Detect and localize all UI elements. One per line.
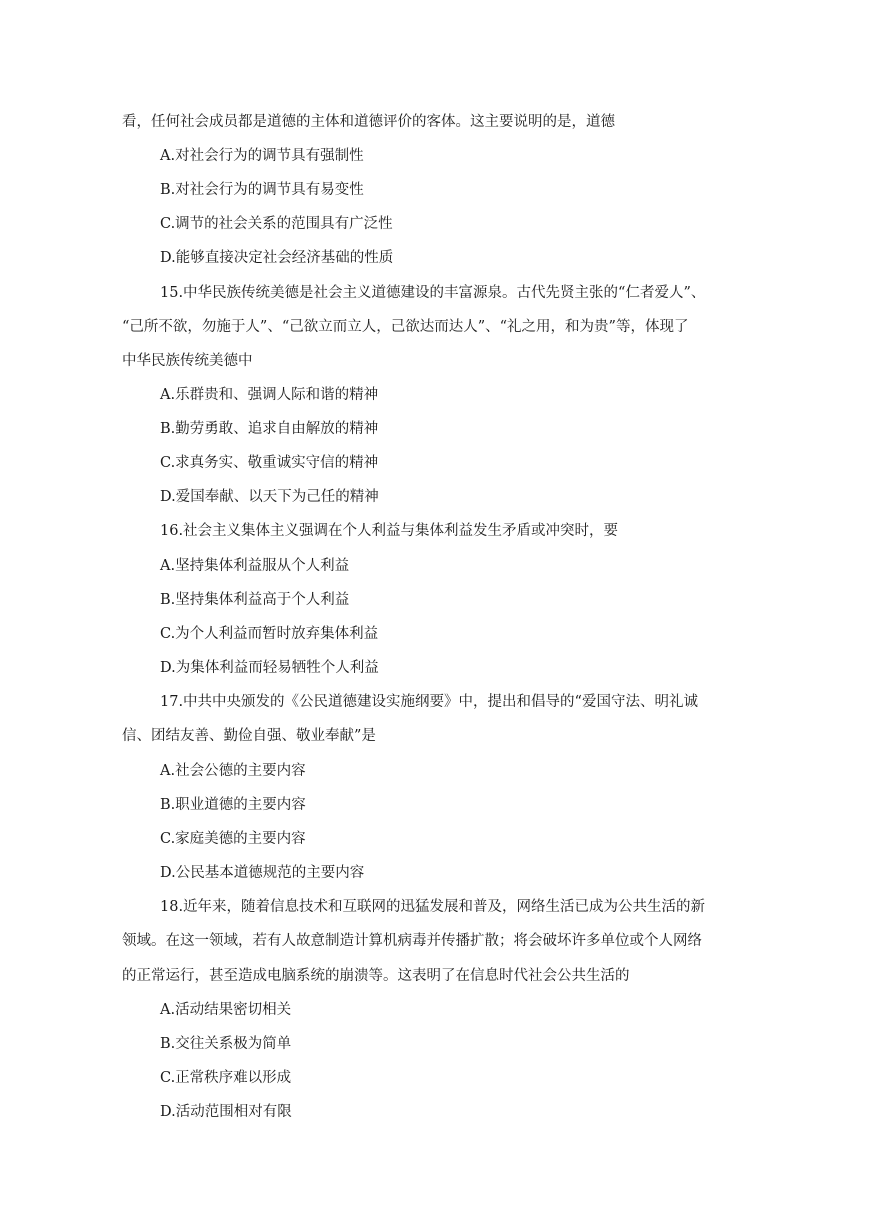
q15-stem-line-3: 中华民族传统美德中: [122, 353, 253, 369]
q16-stem-line-1: 16.社会主义集体主义强调在个人利益与集体利益发生矛盾或冲突时，要: [160, 523, 619, 539]
q15-option-d: D.爱国奉献、以天下为己任的精神: [160, 489, 379, 505]
q17-option-b: B.职业道德的主要内容: [160, 797, 306, 813]
q14-option-c: C.调节的社会关系的范围具有广泛性: [160, 216, 393, 232]
q14-stem-continuation: 看，任何社会成员都是道德的主体和道德评价的客体。这主要说明的是，道德: [122, 114, 615, 130]
q18-option-c: C.正常秩序难以形成: [160, 1070, 292, 1086]
q16-option-d: D.为集体利益而轻易牺牲个人利益: [160, 660, 379, 676]
q18-stem-line-1: 18.近年来，随着信息技术和互联网的迅猛发展和普及，网络生活已成为公共生活的新: [160, 899, 706, 915]
q18-option-a: A.活动结果密切相关: [160, 1002, 292, 1018]
q16-option-c: C.为个人利益而暂时放弃集体利益: [160, 626, 379, 642]
q14-option-d: D.能够直接决定社会经济基础的性质: [160, 250, 394, 266]
q15-stem-line-2: “己所不欲，勿施于人”、“己欲立而立人，己欲达而达人”、“礼之用，和为贵”等，体现了: [122, 319, 689, 335]
q17-option-d: D.公民基本道德规范的主要内容: [160, 865, 365, 881]
q16-option-b: B.坚持集体利益高于个人利益: [160, 592, 350, 608]
q17-stem-line-1: 17.中共中央颁发的《公民道德建设实施纲要》中，提出和倡导的“爱国守法、明礼诚: [160, 694, 698, 710]
q14-option-a: A.对社会行为的调节具有强制性: [160, 148, 364, 164]
q14-option-b: B.对社会行为的调节具有易变性: [160, 182, 364, 198]
q18-option-b: B.交往关系极为简单: [160, 1036, 292, 1052]
q15-option-b: B.勤劳勇敢、追求自由解放的精神: [160, 421, 379, 437]
q17-option-c: C.家庭美德的主要内容: [160, 831, 306, 847]
q18-stem-line-3: 的正常运行，甚至造成电脑系统的崩溃等。这表明了在信息时代社会公共生活的: [122, 968, 630, 984]
q16-option-a: A.坚持集体利益服从个人利益: [160, 558, 350, 574]
q18-stem-line-2: 领域。在这一领域，若有人故意制造计算机病毒并传播扩散；将会破坏许多单位或个人网络: [122, 933, 702, 949]
q15-option-a: A.乐群贵和、强调人际和谐的精神: [160, 387, 379, 403]
q18-option-d: D.活动范围相对有限: [160, 1104, 292, 1120]
q17-option-a: A.社会公德的主要内容: [160, 763, 306, 779]
q15-option-c: C.求真务实、敬重诚实守信的精神: [160, 455, 379, 471]
q15-stem-line-1: 15.中华民族传统美德是社会主义道德建设的丰富源泉。古代先贤主张的“仁者爱人”、: [160, 285, 706, 301]
q17-stem-line-2: 信、团结友善、勤俭自强、敬业奉献”是: [122, 728, 376, 744]
